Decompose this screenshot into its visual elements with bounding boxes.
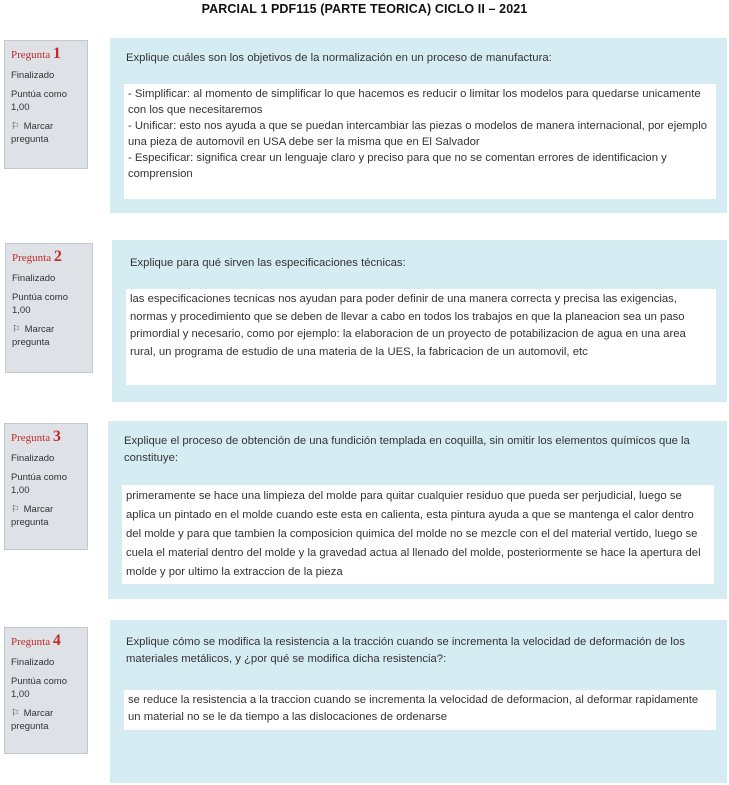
question-info-4 <box>4 627 88 754</box>
flag-question-button[interactable]: ⚐ Marcar pregunta <box>11 121 54 145</box>
flag-question-button[interactable]: ⚐ Marcar pregunta <box>11 504 54 528</box>
flag-question-button[interactable]: ⚐ Marcar pregunta <box>12 324 55 348</box>
question-status: Finalizado <box>12 273 56 284</box>
flag-icon: ⚐ <box>11 504 20 515</box>
question-content-4 <box>110 620 727 783</box>
answer-text: las especificaciones tecnicas nos ayudan para poder definir de una manera correcta y precisa las exigencias, normas y procedimiento que se deben de llevar a cabo en todos los trabajos en que la planeacion sea un paso primordial y necesario, como por ejemplo: la elaboracion de un proyecto de potabilizacion de agua en una area rural, un programa de estudio de una materia de la UES, la fabricacion de un automovil, etc <box>126 289 716 385</box>
question-number: Pregunta 4 <box>11 632 61 649</box>
question-text: Explique cuáles son los objetivos de la normalización en un proceso de manufactura: <box>126 52 552 64</box>
question-grade: Puntúa como 1,00 <box>12 292 68 316</box>
question-info-2 <box>5 243 93 373</box>
document-title: PARCIAL 1 PDF115 (PARTE TEORICA) CICLO II – 2021 <box>201 2 528 16</box>
question-grade: Puntúa como 1,00 <box>11 89 67 113</box>
question-grade: Puntúa como 1,00 <box>11 676 67 700</box>
flag-question-button[interactable]: ⚐ Marcar pregunta <box>11 708 54 732</box>
question-content-1 <box>110 38 727 213</box>
question-status: Finalizado <box>11 70 55 81</box>
question-number: Pregunta 1 <box>11 45 61 62</box>
flag-icon: ⚐ <box>11 121 20 132</box>
question-number: Pregunta 2 <box>12 248 62 265</box>
answer-text: se reduce la resistencia a la traccion cuando se incrementa la velocidad de deformacion, al deformar rapidamente un material no se le da tiempo a las dislocaciones de ordenarse <box>124 690 716 730</box>
question-text: Explique para qué sirven las especificaciones técnicas: <box>130 257 406 269</box>
question-content-2 <box>112 240 727 402</box>
flag-icon: ⚐ <box>11 708 20 719</box>
question-info-3 <box>4 423 88 550</box>
answer-text: - Simplificar: al momento de simplificar lo que hacemos es reducir o limitar los modelos para quedarse unicamente con los que necesitaremos - Unificar: esto nos ayuda a que se puedan intercambiar las piezas o modelos de manera internacional, por ejemplo una pieza de automovil en USA debe ser la misma que en El Salvador - Especificar: significa crear un lenguaje claro y preciso para que no se comentan errores de identificacion y comprension <box>124 84 716 199</box>
question-grade: Puntúa como 1,00 <box>11 472 67 496</box>
question-status: Finalizado <box>11 453 55 464</box>
flag-icon: ⚐ <box>12 324 21 335</box>
question-content-3 <box>108 421 727 599</box>
question-text: Explique el proceso de obtención de una fundición templada en coquilla, sin omitir los elementos químicos que la constituye: <box>124 435 690 464</box>
question-status: Finalizado <box>11 657 55 668</box>
question-info-1 <box>4 40 88 169</box>
question-text: Explique cómo se modifica la resistencia a la tracción cuando se incrementa la velocidad de deformación de los materiales metálicos, y ¿por qué se modifica dicha resistencia?: <box>126 636 685 665</box>
question-number: Pregunta 3 <box>11 428 61 445</box>
answer-text: primeramente se hace una limpieza del molde para quitar cualquier residuo que pueda ser perjudicial, luego se aplica un pintado en el molde cuando este esta en calienta, esta pintura ayuda a que se mantenga el calor dentro del molde y para que tambien la composicion quimica del molde no se mezcle con el del material vertido, luego se cuela el material dentro del molde y la gravedad actua al llenado del molde, posteriormente se hace la apertura del molde y por ultimo la extraccion de la pieza <box>122 485 714 584</box>
